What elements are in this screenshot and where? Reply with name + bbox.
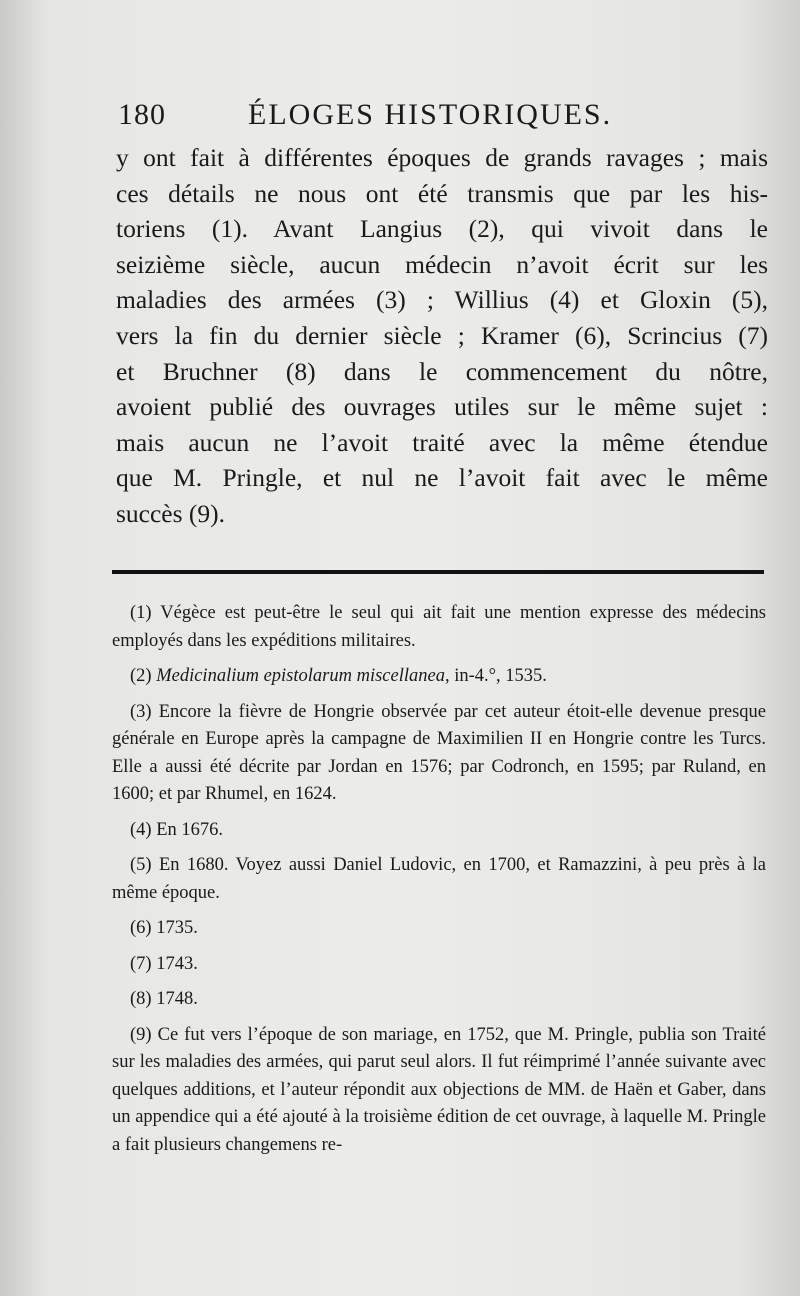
footnote [112,1022,766,1160]
footnote-text: 1743. [156,953,198,974]
footnote-text: Ce fut vers l’époque de son mariage, en 1752, que M. Pringle, publia son Traité sur les maladies des armées, qui parut seul alors. Il fut réimprimé l’année suivante avec quelques additions, et l’auteur répondit aux objections de MM. de Haën et Gaber, dans un appendice qui a été ajouté à la troisième édition de cet ouvrage, à laquelle M. Pringle a fait plusieurs changemens re- [112,1024,767,1155]
footnote-italic-title: Medicinalium epistolarum miscellanea [156,666,445,686]
text-line: succès (9). [116,498,226,528]
footnotes [112,600,766,1167]
footnote [112,915,766,943]
text-line: y ont fait à différentes époques de grands ravages ; mais [116,143,768,172]
footnote [112,817,766,845]
footnote-text: Végèce est peut-être le seul qui ait fait une mention expresse des médecins employés dans les expéditions militaires. [112,603,767,651]
footnote-text: En 1680. Voyez aussi Daniel Ludovic, en 1700, et Ramazzini, à peu près à la même époque. [112,855,766,903]
footnote-text: 1748. [156,989,198,1009]
text-line: maladies des armées (3) ; Willius (4) et Gloxin (5), [116,285,768,315]
footnote-number: (2) [130,666,152,686]
footnote-number: (9) [130,1024,152,1045]
footnote [112,852,766,907]
footnote-number: (8) [130,989,152,1009]
page-number: 180 [118,98,166,131]
text-line: vers la fin du dernier siècle ; Kramer (6), Scrincius (7) [116,320,768,350]
footnote-text: 1735. [156,918,198,938]
footnote-text: , in-4.°, 1535. [444,666,547,686]
footnote-separator-rule [112,570,764,574]
footnote-number: (1) [130,603,152,623]
text-line: que M. Pringle, et nul ne l’avoit fait avec le même [116,463,768,493]
footnote-number: (4) [130,819,152,840]
footnote-number: (3) [130,701,152,722]
footnote-text: Encore la fièvre de Hongrie observée par cet auteur étoit-elle devenue presque générale en Europe après la campagne de Maximilien II en Hongrie contre les Turcs. Elle a aussi été décrite par Jordan en 1576; par Codronch, en 1595; par Ruland, en 1600; et par Rhumel, en 1624. [112,701,767,804]
text-line: avoient publié des ouvrages utiles sur le même sujet : [116,392,768,422]
footnote [112,600,766,655]
main-text [116,140,768,532]
text-line: ces détails ne nous ont été transmis que par les his- [116,178,768,208]
running-head: ÉLOGES HISTORIQUES. [248,98,613,131]
footnote-number: (5) [130,855,152,875]
footnote [112,951,766,979]
text-line: et Bruchner (8) dans le commencement du nôtre, [116,356,768,386]
footnote-number: (7) [130,953,152,974]
text-line: mais aucun ne l’avoit traité avec la même étendue [116,427,768,457]
footnote [112,986,766,1014]
footnote-number: (6) [130,918,152,938]
footnote [112,699,766,809]
text-line: seizième siècle, aucun médecin n’avoit écrit sur les [116,249,768,279]
text-line: toriens (1). Avant Langius (2), qui vivoit dans le [116,214,768,244]
footnote-text: En 1676. [156,819,224,840]
footnote [112,663,766,691]
